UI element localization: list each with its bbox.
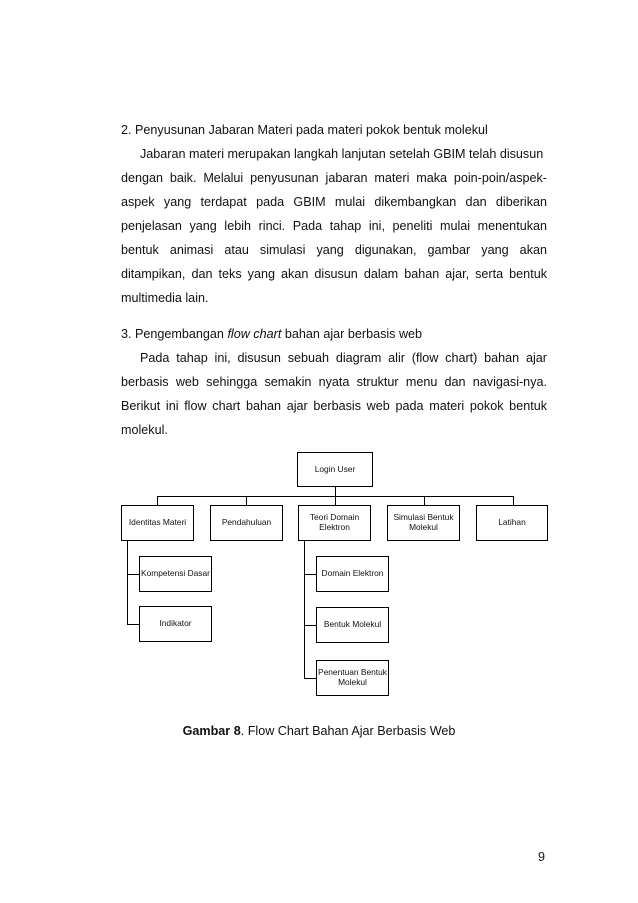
section-2-line-1: Jabaran materi merupakan langkah lanjutan setelah GBIM telah disusun (140, 147, 544, 161)
section-3-heading-prefix: 3. Pengembangan (121, 327, 228, 341)
box-indikator: Indikator (139, 606, 212, 642)
section-2-line-7: multimedia lain. (121, 291, 209, 305)
connector (335, 487, 336, 496)
box-teori-domain-elektron: Teori Domain Elektron (298, 505, 371, 541)
section-2-line-4: penjelasan yang lebih rinci. Pada tahap ini, peneliti mulai menentukan (121, 219, 547, 233)
section-3-line-4: molekul. (121, 423, 168, 437)
section-3-line-2: berbasis web sehingga semakin nyata struktur menu dan navigasi-nya. (121, 375, 547, 389)
figure-caption-label: Gambar 8 (182, 724, 241, 738)
connector (127, 541, 128, 624)
figure-caption (0, 724, 638, 738)
box-pendahuluan: Pendahuluan (210, 505, 283, 541)
connector (335, 496, 336, 505)
section-2-line-5: bentuk animasi atau simulasi yang digunakan, gambar yang akan (121, 243, 547, 257)
connector (157, 496, 158, 505)
connector (127, 574, 139, 575)
page-number: 9 (538, 850, 546, 864)
box-kompetensi-dasar: Kompetensi Dasar (139, 556, 212, 592)
connector (304, 574, 316, 575)
connector (304, 625, 316, 626)
section-3-heading (121, 327, 422, 341)
figure-caption-text: . Flow Chart Bahan Ajar Berbasis Web (240, 724, 456, 738)
box-domain-elektron: Domain Elektron (316, 556, 389, 592)
section-2-line-3: aspek yang terdapat pada GBIM mulai dikembangkan dan diberikan (121, 195, 547, 209)
box-bentuk-molekul: Bentuk Molekul (316, 607, 389, 643)
section-2-line-6: ditampikan, dan teks yang akan disusun dalam bahan ajar, serta bentuk (121, 267, 547, 281)
section-3-heading-italic: flow chart (227, 327, 282, 341)
connector (304, 541, 305, 678)
box-latihan: Latihan (476, 505, 548, 541)
connector (127, 624, 139, 625)
section-3-heading-suffix: bahan ajar berbasis web (281, 327, 423, 341)
section-3-line-1: Pada tahap ini, disusun sebuah diagram alir (flow chart) bahan ajar (140, 351, 547, 365)
section-3-line-3: Berikut ini flow chart bahan ajar berbasis web pada materi pokok bentuk (121, 399, 547, 413)
section-2-line-2: dengan baik. Melalui penyusunan jabaran materi maka poin-poin/aspek- (121, 171, 547, 185)
box-identitas-materi: Identitas Materi (121, 505, 194, 541)
box-penentuan-bentuk-molekul: Penentuan Bentuk Molekul (316, 660, 389, 696)
box-login-user: Login User (297, 452, 373, 487)
connector (246, 496, 247, 505)
section-2-heading: 2. Penyusunan Jabaran Materi pada materi pokok bentuk molekul (121, 123, 488, 137)
connector (304, 678, 316, 679)
box-simulasi-bentuk-molekul: Simulasi Bentuk Molekul (387, 505, 460, 541)
connector (513, 496, 514, 505)
connector (424, 496, 425, 505)
